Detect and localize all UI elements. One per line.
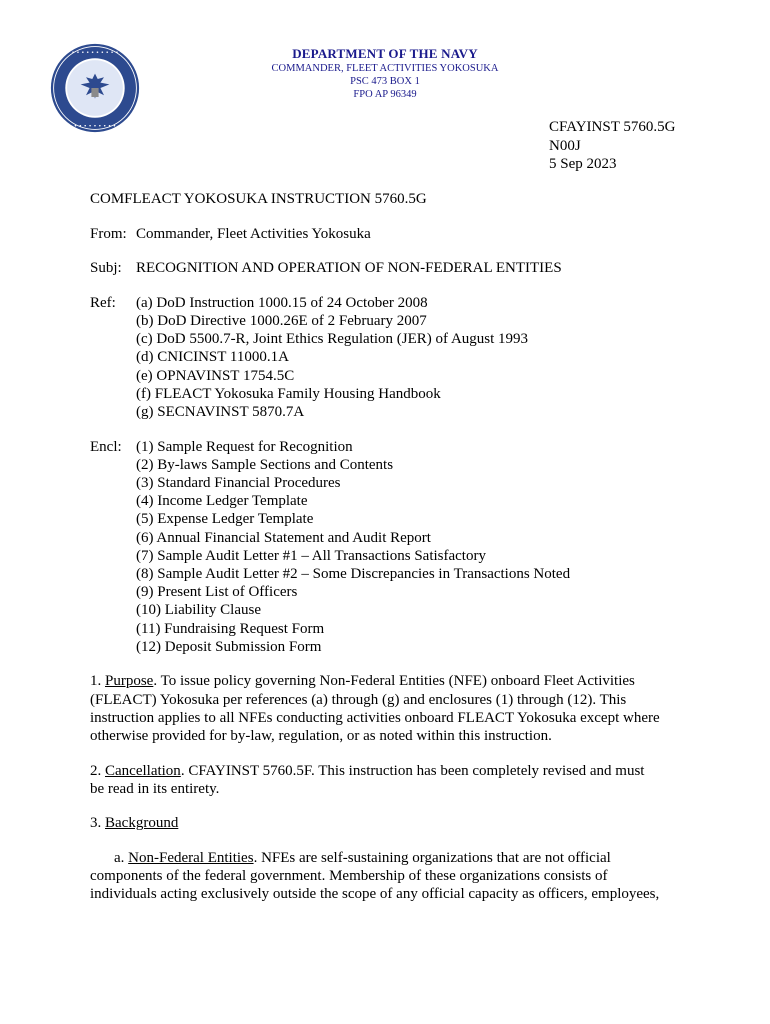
nfe-subparagraph [90,849,690,904]
purpose-paragraph [90,672,690,745]
reference-item: (b) DoD Directive 1000.26E of 2 February 2007 [136,312,427,329]
cancellation-heading: Cancellation [105,762,181,779]
background-heading: Background [105,815,179,832]
nfe-line: individuals acting exclusively outside the scope of any official capacity as officers, employees, [90,886,660,903]
subject-value: RECOGNITION AND OPERATION OF NON-FEDERAL ENTITIES [136,260,562,277]
document-date: 5 Sep 2023 [549,156,617,172]
address-line-2: FPO AP 96349 [353,89,417,100]
enclosures-list [136,438,690,656]
enclosure-item: (6) Annual Financial Statement and Audit Report [136,529,431,546]
from-value: Commander, Fleet Activities Yokosuka [136,225,371,242]
paragraph-number: 3. [90,815,105,832]
references-list [136,294,690,421]
enclosure-item: (5) Expense Ledger Template [136,511,314,528]
enclosure-item: (7) Sample Audit Letter #1 – All Transactions Satisfactory [136,547,486,564]
reference-item: (c) DoD 5500.7-R, Joint Ethics Regulation (JER) of August 1993 [136,331,529,348]
enclosures-block [90,438,690,656]
cancellation-paragraph [90,762,690,798]
office-code: N00J [549,137,581,154]
nfe-line: components of the federal government. Membership of these organizations consists of [90,868,608,885]
purpose-line: . To issue policy governing Non-Federal Entities (NFE) onboard Fleet Activities [153,673,635,690]
enclosure-item: (3) Standard Financial Procedures [136,475,341,491]
reference-item: (g) SECNAVINST 5870.7A [136,404,305,420]
reference-item: (e) OPNAVINST 1754.5C [136,367,295,384]
from-label: From: [90,225,127,242]
subparagraph-letter: a. [114,850,129,867]
background-paragraph [90,814,690,832]
enclosure-item: (4) Income Ledger Template [136,493,308,510]
enclosures-label: Encl: [90,438,122,455]
ssic-block [549,118,675,174]
purpose-line: otherwise provided for by-law, regulation, or as noted within this instruction. [90,728,552,745]
nfe-line: . NFEs are self-sustaining organizations that are not official [253,850,611,867]
cancellation-line: . CFAYINST 5760.5F. This instruction has been completely revised and must [180,762,645,779]
references-label: Ref: [90,294,116,311]
enclosure-item: (8) Sample Audit Letter #2 – Some Discrepancies in Transactions Noted [136,566,571,583]
reference-item: (f) FLEACT Yokosuka Family Housing Handbook [136,385,441,402]
purpose-line: instruction applies to all NFEs conducting activities onboard FLEACT Yokosuka except where [90,709,660,726]
enclosure-item: (2) By-laws Sample Sections and Contents [136,456,394,473]
nfe-heading: Non-Federal Entities [128,850,254,867]
enclosure-item: (12) Deposit Submission Form [136,638,322,655]
address-line-1: PSC 473 BOX 1 [350,76,420,87]
document-title: COMFLEACT YOKOSUKA INSTRUCTION 5760.5G [90,191,427,207]
references-block [90,294,690,421]
svg-text:• • • • • • • • • •: • • • • • • • • • • [71,49,119,56]
cancellation-line: be read in its entirety. [90,780,220,797]
reference-item: (a) DoD Instruction 1000.15 of 24 October 2008 [136,294,428,311]
paragraph-number: 1. [90,673,105,690]
subject-line [90,259,690,277]
enclosure-item: (9) Present List of Officers [136,584,298,601]
enclosure-item: (10) Liability Clause [136,602,261,619]
subject-label: Subj: [90,260,122,277]
dod-seal-image [50,43,140,133]
department-name: DEPARTMENT OF THE NAVY [292,46,478,61]
enclosure-item: (1) Sample Request for Recognition [136,438,353,455]
paragraph-number: 2. [90,762,105,779]
command-name: COMMANDER, FLEET ACTIVITIES YOKOSUKA [271,63,499,74]
svg-text:• • • • • • • • •: • • • • • • • • • [73,123,117,130]
from-line [90,225,690,243]
instruction-number: CFAYINST 5760.5G [549,119,676,135]
enclosure-item: (11) Fundraising Request Form [136,620,325,637]
purpose-line: (FLEACT) Yokosuka per references (a) through (g) and enclosures (1) through (12). This [90,691,627,708]
reference-item: (d) CNICINST 11000.1A [136,349,289,366]
purpose-heading: Purpose [105,673,154,690]
letterhead [210,45,560,101]
document-body [90,190,690,904]
